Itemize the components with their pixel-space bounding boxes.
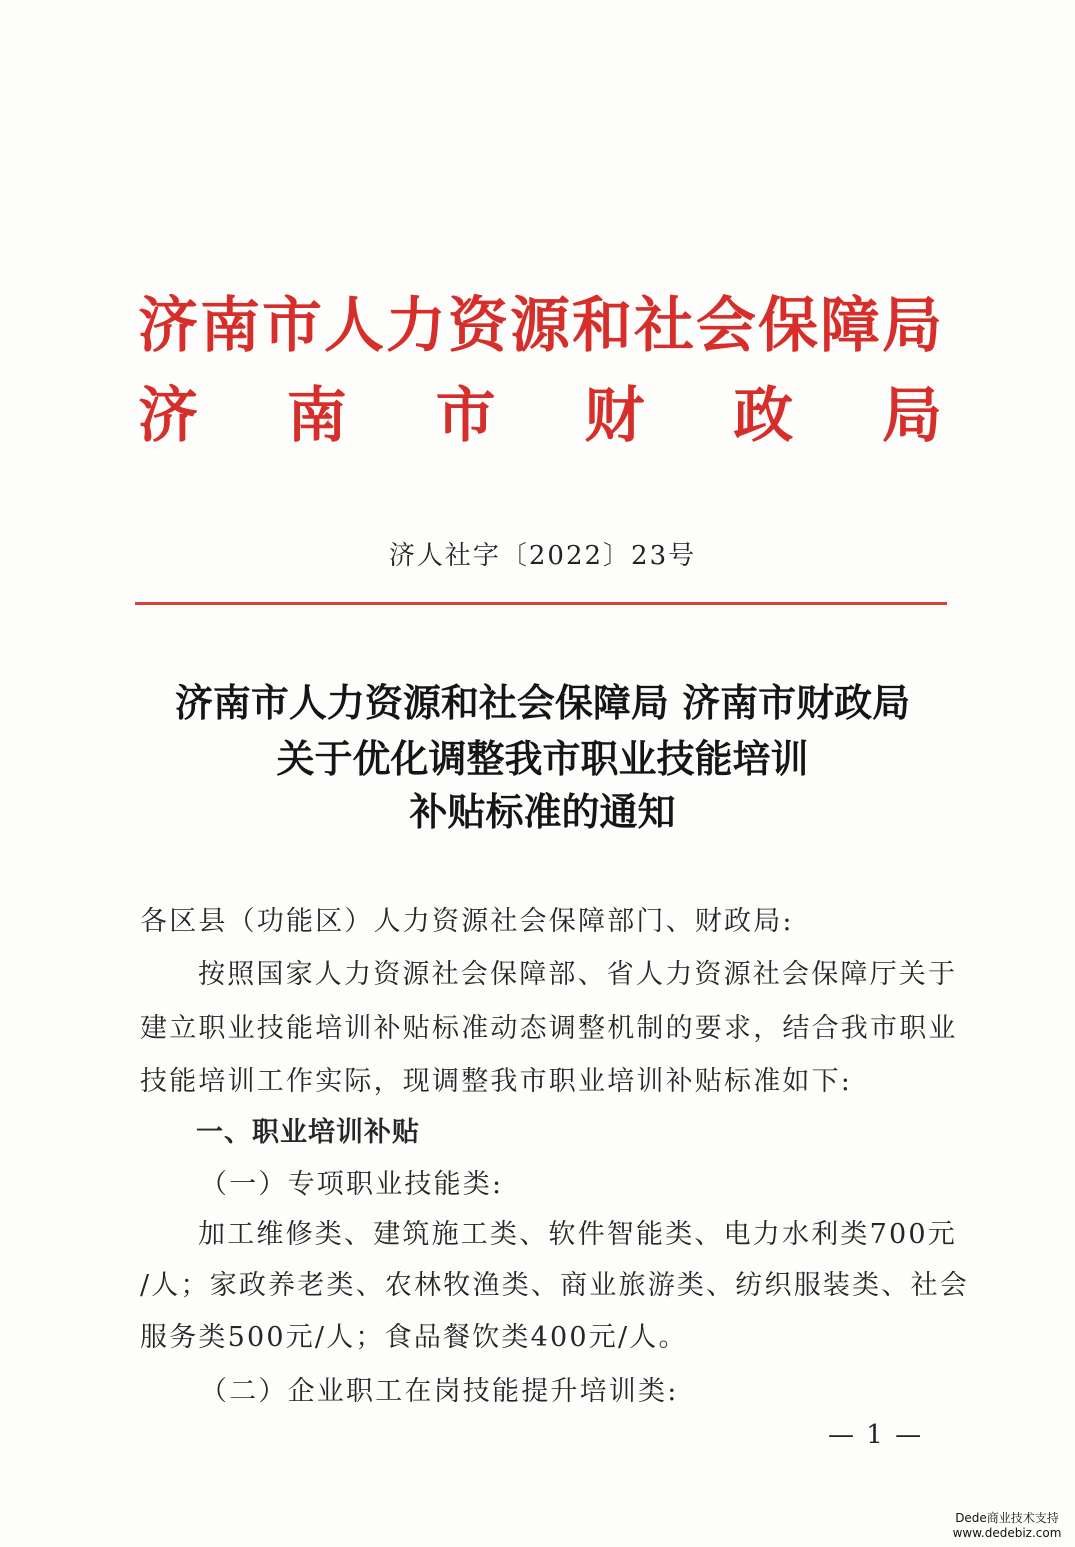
paragraph-2-line-1: 加工维修类、建筑施工类、软件智能类、电力水利类700元 — [198, 1219, 957, 1250]
document-title-line-2: 关于优化调整我市职业技能培训 — [276, 737, 809, 781]
paragraph-2-line-3: 服务类500元/人；食品餐饮类400元/人。 — [140, 1322, 688, 1353]
paragraph-1-line-1: 按照国家人力资源社会保障部、省人力资源社会保障厅关于 — [198, 959, 958, 990]
issuer-name-hrss: 济南市人力资源和社会保障局 — [138, 291, 942, 361]
watermark-line-2: www.dedebiz.com — [952, 1526, 1062, 1540]
watermark-text — [947, 1511, 1067, 1541]
document-number: 济人社字〔2022〕23号 — [388, 541, 697, 571]
subsection-2: （二）企业职工在岗技能提升培训类: — [200, 1376, 679, 1407]
salutation: 各区县（功能区）人力资源社会保障部门、财政局: — [140, 906, 794, 937]
issuer-name-finance: 济 南 市 财 政 局 — [138, 381, 942, 451]
document-title-line-1: 济南市人力资源和社会保障局 济南市财政局 — [174, 681, 911, 725]
watermark-line-1: Dede商业技术支持 — [955, 1511, 1059, 1525]
red-divider-line — [135, 602, 947, 605]
document-title-line-3: 补贴标准的通知 — [409, 790, 676, 834]
page-number: — 1 — — [828, 1420, 924, 1450]
paragraph-1-line-3: 技能培训工作实际，现调整我市职业培训补贴标准如下: — [140, 1066, 853, 1097]
section-heading-1: 一、职业培训补贴 — [196, 1117, 420, 1148]
paragraph-1-line-2: 建立职业技能培训补贴标准动态调整机制的要求，结合我市职业 — [140, 1013, 958, 1044]
subsection-1: （一）专项职业技能类: — [200, 1169, 504, 1200]
paragraph-2-line-2: /人；家政养老类、农林牧渔类、商业旅游类、纺织服装类、社会 — [140, 1270, 969, 1301]
